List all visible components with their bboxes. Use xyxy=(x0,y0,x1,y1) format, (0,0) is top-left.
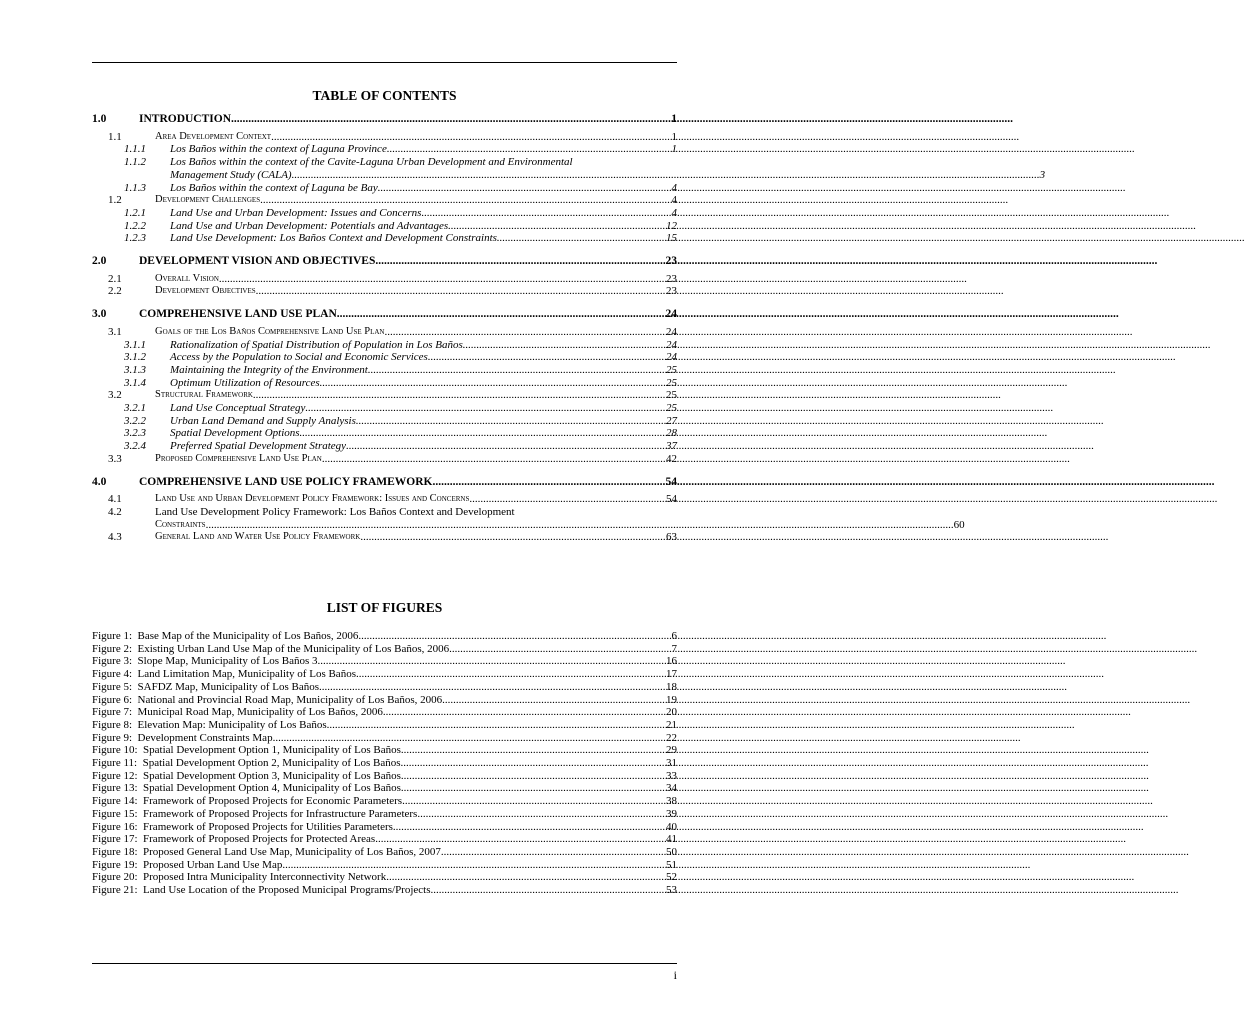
figure-title: Slope Map, Municipality of Los Baños 3 xyxy=(137,655,318,668)
toc-entry-page: 4 xyxy=(671,181,677,194)
toc-entry-number: 4.1 xyxy=(108,493,122,506)
figure-label: Figure 8: xyxy=(92,718,133,731)
dot-leader xyxy=(441,846,666,859)
figure-page: 40 xyxy=(666,820,677,833)
toc-entry-number: 1.1.3 xyxy=(124,181,146,194)
figure-title: National and Provincial Road Map, Municipality of Los Baños, 2006 xyxy=(137,693,443,706)
toc-entry-title: Development Objectives xyxy=(155,285,256,297)
figure-label: Figure 18: xyxy=(92,845,138,858)
figure-title: Spatial Development Option 4, Municipality of Los Baños xyxy=(143,782,401,795)
toc-entry[interactable] xyxy=(92,182,677,195)
figure-title: Proposed Urban Land Use Map xyxy=(143,858,283,871)
page-number: i xyxy=(673,968,677,982)
toc-entry[interactable] xyxy=(92,493,677,506)
toc-entry-continuation-line xyxy=(155,519,965,532)
figure-title: Proposed Intra Municipality Interconnectivity Network xyxy=(143,871,387,884)
toc-entry-title-continued: Constraints xyxy=(155,518,206,530)
toc-entry-number: 1.1.2 xyxy=(124,156,146,169)
figure-page: 6 xyxy=(671,630,677,642)
figure-entry[interactable] xyxy=(92,681,677,694)
dot-leader xyxy=(449,643,671,656)
toc-entry[interactable] xyxy=(92,285,677,298)
figure-title: Development Constraints Map xyxy=(137,731,273,744)
dot-leader xyxy=(442,694,666,707)
dot-leader xyxy=(256,285,666,298)
figure-entry[interactable] xyxy=(92,732,677,745)
toc-entry[interactable] xyxy=(92,232,677,245)
figure-title: Spatial Development Option 3, Municipality of Los Baños xyxy=(143,769,401,782)
toc-entry-number: 2.2 xyxy=(108,285,122,298)
toc-entry-number: 3.2.4 xyxy=(124,440,146,453)
toc-entry-page: 24 xyxy=(666,338,677,351)
toc-title: TABLE OF CONTENTS xyxy=(312,88,457,103)
toc-entry-title: Land Use and Urban Development Policy Framework: Issues and Concerns xyxy=(155,493,470,505)
dot-leader xyxy=(405,795,666,808)
figure-page: 29 xyxy=(666,744,677,757)
toc-entry[interactable] xyxy=(92,339,677,352)
figure-entry[interactable] xyxy=(92,846,677,859)
toc-entry[interactable] xyxy=(92,440,677,453)
toc-entry-body xyxy=(155,506,965,531)
toc-entry-page: 63 xyxy=(666,531,677,544)
dot-leader xyxy=(420,808,666,821)
toc-entry-page: 23 xyxy=(665,255,677,268)
figure-title: Land Limitation Map, Municipality of Los Baños xyxy=(137,668,356,681)
toc-entry-page: 25 xyxy=(666,363,677,376)
toc-entry-number: 3.1.1 xyxy=(124,338,146,351)
toc-entry-title: Rationalization of Spatial Distribution of Population in Los Baños xyxy=(170,338,463,351)
toc-entry-title: Los Baños within the context of Laguna Province xyxy=(170,143,387,156)
toc-entry-page: 1 xyxy=(671,113,677,125)
toc-entry-number: 3.1 xyxy=(108,325,122,338)
list-of-figures xyxy=(92,630,677,897)
toc-entry-continuation-line xyxy=(170,169,1045,182)
figure-entry[interactable] xyxy=(92,782,677,795)
toc-entry-title: Land Use and Urban Development: Potentials and Advantages xyxy=(170,219,449,232)
figure-label: Figure 21: xyxy=(92,884,138,897)
toc-entry-number: 3.1.3 xyxy=(124,363,146,376)
figure-label: Figure 12: xyxy=(92,769,138,782)
figure-label: Figure 14: xyxy=(92,795,138,808)
dot-leader xyxy=(463,339,666,352)
toc-entry-number: 1.1.1 xyxy=(124,143,146,156)
toc-entry-title: Land Use Development: Los Baños Context and Development Constraints xyxy=(170,232,497,245)
figure-page: 18 xyxy=(666,680,677,693)
toc-entry-title: Development Challenges xyxy=(155,194,261,206)
toc-entry[interactable] xyxy=(92,194,677,207)
figure-entry[interactable] xyxy=(92,757,677,770)
dot-leader xyxy=(356,415,666,428)
toc-entry-page: 3 xyxy=(1039,168,1046,181)
figure-title: Proposed General Land Use Map, Municipality of Los Baños, 2007 xyxy=(143,845,441,858)
dot-leader xyxy=(260,194,671,207)
figures-title: LIST OF FIGURES xyxy=(326,600,443,615)
dot-leader xyxy=(271,131,671,144)
toc-entry-number: 1.1 xyxy=(108,130,122,143)
toc-entry-number: 3.2.1 xyxy=(124,402,146,415)
toc-entry-number: 3.2.2 xyxy=(124,414,146,427)
toc-entry-page: 24 xyxy=(666,325,677,338)
figure-label: Figure 5: xyxy=(92,680,133,693)
toc-entry-number: 3.2.3 xyxy=(124,427,146,440)
toc-entry-number: 4.3 xyxy=(108,531,122,544)
figure-label: Figure 19: xyxy=(92,858,138,871)
figure-title: Framework of Proposed Projects for Infrastructure Parameters. xyxy=(143,807,421,820)
toc-entry-page: 27 xyxy=(666,414,677,427)
dot-leader xyxy=(469,493,666,506)
toc-entry-page: 24 xyxy=(666,351,677,364)
dot-leader xyxy=(356,668,666,681)
header-rule xyxy=(92,62,677,63)
figure-entry[interactable] xyxy=(92,719,677,732)
figure-entry[interactable] xyxy=(92,821,677,834)
toc-entry[interactable] xyxy=(92,389,677,402)
toc-entry-title: Land Use and Urban Development: Issues and Concerns xyxy=(170,206,422,219)
toc-entry[interactable] xyxy=(92,351,677,364)
figure-page: 16 xyxy=(666,655,677,668)
dot-leader xyxy=(319,681,666,694)
dot-leader xyxy=(378,182,672,195)
dot-leader xyxy=(497,232,666,245)
toc-entry-number: 3.3 xyxy=(108,452,122,465)
toc-entry-title: Maintaining the Integrity of the Environment xyxy=(170,363,368,376)
figure-page: 19 xyxy=(666,693,677,706)
figure-title: Framework of Proposed Projects for Protected Areas. xyxy=(143,833,378,846)
toc-entry-number: 1.0 xyxy=(92,113,107,125)
toc-entry-page: 1 xyxy=(671,130,677,143)
toc-entry[interactable] xyxy=(92,273,677,286)
dot-leader xyxy=(327,719,666,732)
toc-entry-page: 15 xyxy=(666,232,677,245)
figure-page: 34 xyxy=(666,782,677,795)
dot-leader xyxy=(231,113,671,126)
dot-leader xyxy=(421,207,671,220)
toc-entry-page: 12 xyxy=(666,219,677,232)
toc-entry-number: 4.2 xyxy=(108,505,122,518)
dot-leader xyxy=(305,402,666,415)
dot-leader xyxy=(320,377,666,390)
figure-title: Municipal Road Map, Municipality of Los Baños, 2006 xyxy=(137,706,383,719)
dot-leader xyxy=(360,531,666,544)
dot-leader xyxy=(378,833,666,846)
dot-leader xyxy=(396,821,666,834)
figure-entry[interactable] xyxy=(92,668,677,681)
dot-leader xyxy=(300,427,666,440)
dot-leader xyxy=(346,440,666,453)
toc-entry-number: 3.2 xyxy=(108,389,122,402)
toc-entry-page: 1 xyxy=(671,143,677,156)
figure-entry[interactable] xyxy=(92,744,677,757)
toc-entry-title: Structural Framework xyxy=(155,389,253,401)
figure-title: Framework of Proposed Projects for Utilities Parameters. xyxy=(143,820,396,833)
toc-entry-page: 23 xyxy=(666,285,677,298)
toc-entry-page: 54 xyxy=(666,493,677,506)
dot-leader xyxy=(292,169,1040,182)
toc-entry[interactable] xyxy=(92,306,677,321)
dot-leader xyxy=(401,744,666,757)
dot-leader xyxy=(337,308,666,321)
toc-entry-number: 2.0 xyxy=(92,255,107,268)
figure-label: Figure 17: xyxy=(92,833,138,846)
figure-page: 53 xyxy=(666,884,677,897)
toc-entry-title: COMPREHENSIVE LAND USE POLICY FRAMEWORK xyxy=(139,475,433,488)
figure-page: 31 xyxy=(666,757,677,770)
toc-entry-page: 37 xyxy=(666,440,677,453)
toc-entry[interactable] xyxy=(92,326,677,339)
figure-label: Figure 15: xyxy=(92,807,138,820)
toc-entry-title: Los Baños within the context of Laguna be Bay xyxy=(170,181,378,194)
toc-entry[interactable] xyxy=(92,415,677,428)
toc-entry-title: INTRODUCTION xyxy=(139,113,232,125)
figure-entry[interactable] xyxy=(92,706,677,719)
toc-entry-title: Area Development Context xyxy=(155,130,272,142)
toc-entry-page: 4 xyxy=(671,194,677,207)
figure-page: 17 xyxy=(666,668,677,681)
toc-entry-number: 3.1.2 xyxy=(124,351,146,364)
toc-entry-title: General Land and Water Use Policy Framework xyxy=(155,531,361,543)
toc-entry-number: 1.2.2 xyxy=(124,219,146,232)
figure-page: 41 xyxy=(666,833,677,846)
dot-leader xyxy=(253,389,666,402)
figure-entry[interactable] xyxy=(92,859,677,872)
toc-entry-title: Land Use Development Policy Framework: Los Baños Context and Development xyxy=(155,505,515,518)
toc-entry[interactable] xyxy=(92,131,677,144)
figure-entry[interactable] xyxy=(92,871,677,884)
figure-entry[interactable] xyxy=(92,770,677,783)
table-of-contents xyxy=(92,111,1046,544)
toc-entry-title: Land Use Conceptual Strategy xyxy=(170,402,306,415)
toc-entry-title: Los Baños within the context of the Cavite-Laguna Urban Development and Environmental xyxy=(170,156,573,169)
toc-entry-title: Urban Land Demand and Supply Analysis xyxy=(170,414,356,427)
toc-entry-page: 42 xyxy=(666,452,677,465)
dot-leader xyxy=(384,326,666,339)
figure-label: Figure 2: xyxy=(92,642,133,655)
figure-page: 50 xyxy=(666,845,677,858)
figure-page: 51 xyxy=(666,858,677,871)
dot-leader xyxy=(400,757,666,770)
toc-entry[interactable] xyxy=(92,111,677,126)
toc-entry-title: Optimum Utilization of Resources xyxy=(170,376,320,389)
dot-leader xyxy=(383,706,666,719)
dot-leader xyxy=(401,770,666,783)
figure-entry[interactable] xyxy=(92,630,677,643)
toc-entry-title: Goals of the Los Baños Comprehensive Land Use Plan xyxy=(155,325,385,337)
toc-entry[interactable] xyxy=(92,156,1046,181)
toc-entry-title: Preferred Spatial Development Strategy xyxy=(170,440,347,453)
dot-leader xyxy=(358,630,671,643)
toc-entry-page: 60 xyxy=(953,518,965,531)
dot-leader xyxy=(387,143,672,156)
toc-entry-page: 25 xyxy=(666,376,677,389)
toc-entry-page: 54 xyxy=(665,475,677,488)
figure-label: Figure 4: xyxy=(92,668,133,681)
toc-entry-title: Spatial Development Options xyxy=(170,427,300,440)
figure-page: 21 xyxy=(666,718,677,731)
toc-entry-title: Proposed Comprehensive Land Use Plan xyxy=(155,452,322,464)
toc-entry-page: 4 xyxy=(671,206,677,219)
dot-leader xyxy=(432,476,665,489)
figure-title: Spatial Development Option 1, Municipality of Los Baños xyxy=(143,744,401,757)
figure-entry[interactable] xyxy=(92,884,677,897)
dot-leader xyxy=(219,273,666,286)
toc-entry[interactable] xyxy=(92,377,677,390)
toc-entry[interactable] xyxy=(92,505,965,531)
figure-title: Spatial Development Option 2, Municipality of Los Baños xyxy=(142,757,401,770)
toc-entry-title: COMPREHENSIVE LAND USE PLAN xyxy=(139,308,337,321)
dot-leader xyxy=(273,732,666,745)
dot-leader xyxy=(386,871,666,884)
toc-entry-body xyxy=(170,156,1045,181)
figure-title: Existing Urban Land Use Map of the Municipality of Los Baños, 2006 xyxy=(137,642,450,655)
toc-entry[interactable] xyxy=(92,207,677,220)
figure-entry[interactable] xyxy=(92,655,677,668)
toc-entry-page: 28 xyxy=(666,427,677,440)
toc-entry-number: 3.1.4 xyxy=(124,376,146,389)
dot-leader xyxy=(206,519,954,532)
figure-page: 20 xyxy=(666,706,677,719)
dot-leader xyxy=(401,782,666,795)
toc-entry[interactable] xyxy=(92,474,677,489)
toc-entry[interactable] xyxy=(92,402,677,415)
toc-entry-title: Overall Vision xyxy=(155,272,219,284)
figure-entry[interactable] xyxy=(92,833,677,846)
figure-page: 22 xyxy=(666,731,677,744)
dot-leader xyxy=(375,255,665,268)
toc-entry-number: 1.2.3 xyxy=(124,232,146,245)
toc-entry-number: 1.2 xyxy=(108,194,122,207)
toc-entry-title: Access by the Population to Social and Economic Services xyxy=(170,351,428,364)
figure-label: Figure 7: xyxy=(92,706,133,719)
toc-entry[interactable] xyxy=(92,143,677,156)
toc-entry-page: 23 xyxy=(666,272,677,285)
figure-entry[interactable] xyxy=(92,694,677,707)
figure-entry[interactable] xyxy=(92,643,677,656)
figure-page: 33 xyxy=(666,769,677,782)
dot-leader xyxy=(368,364,666,377)
figure-label: Figure 10: xyxy=(92,744,138,757)
figure-label: Figure 6: xyxy=(92,693,133,706)
dot-leader xyxy=(322,453,666,466)
toc-entry-number: 3.0 xyxy=(92,308,107,321)
footer-rule xyxy=(92,963,677,964)
toc-entry-number: 4.0 xyxy=(92,475,107,488)
figure-label: Figure 20: xyxy=(92,871,138,884)
figure-label: Figure 16: xyxy=(92,820,138,833)
figure-title: Elevation Map: Municipality of Los Baños xyxy=(137,718,327,731)
figure-entry[interactable] xyxy=(92,795,677,808)
figure-page: 38 xyxy=(666,795,677,808)
figure-page: 52 xyxy=(666,871,677,884)
toc-entry[interactable] xyxy=(92,253,677,268)
figure-title: Base Map of the Municipality of Los Baños, 2006 xyxy=(137,630,359,642)
dot-leader xyxy=(428,351,666,364)
toc-entry[interactable] xyxy=(92,364,677,377)
toc-entry-title-continued: Management Study (CALA) xyxy=(170,168,292,181)
toc-entry-title: DEVELOPMENT VISION AND OBJECTIVES xyxy=(139,255,376,268)
figure-label: Figure 11: xyxy=(92,757,138,770)
figure-page: 7 xyxy=(671,642,677,655)
toc-entry-page: 24 xyxy=(665,308,677,321)
figure-label: Figure 1: xyxy=(92,630,133,642)
figure-title: Land Use Location of the Proposed Municipal Programs/Projects xyxy=(143,884,431,897)
toc-entry-number: 1.2.1 xyxy=(124,206,146,219)
toc-entry[interactable] xyxy=(92,220,677,233)
toc-entry[interactable] xyxy=(92,531,677,544)
figure-title: SAFDZ Map, Municipality of Los Baños xyxy=(137,680,320,693)
figure-label: Figure 13: xyxy=(92,782,138,795)
dot-leader xyxy=(318,655,667,668)
figure-label: Figure 3: xyxy=(92,655,133,668)
dot-leader xyxy=(431,884,666,897)
dot-leader xyxy=(282,859,666,872)
figure-label: Figure 9: xyxy=(92,731,133,744)
toc-entry[interactable] xyxy=(92,453,677,466)
toc-entry-number: 2.1 xyxy=(108,272,122,285)
figure-page: 39 xyxy=(666,807,677,820)
dot-leader xyxy=(448,220,666,233)
toc-entry-page: 25 xyxy=(666,402,677,415)
figure-entry[interactable] xyxy=(92,808,677,821)
toc-entry-page: 25 xyxy=(666,389,677,402)
toc-entry[interactable] xyxy=(92,427,677,440)
figure-title: Framework of Proposed Projects for Economic Parameters. xyxy=(143,795,405,808)
